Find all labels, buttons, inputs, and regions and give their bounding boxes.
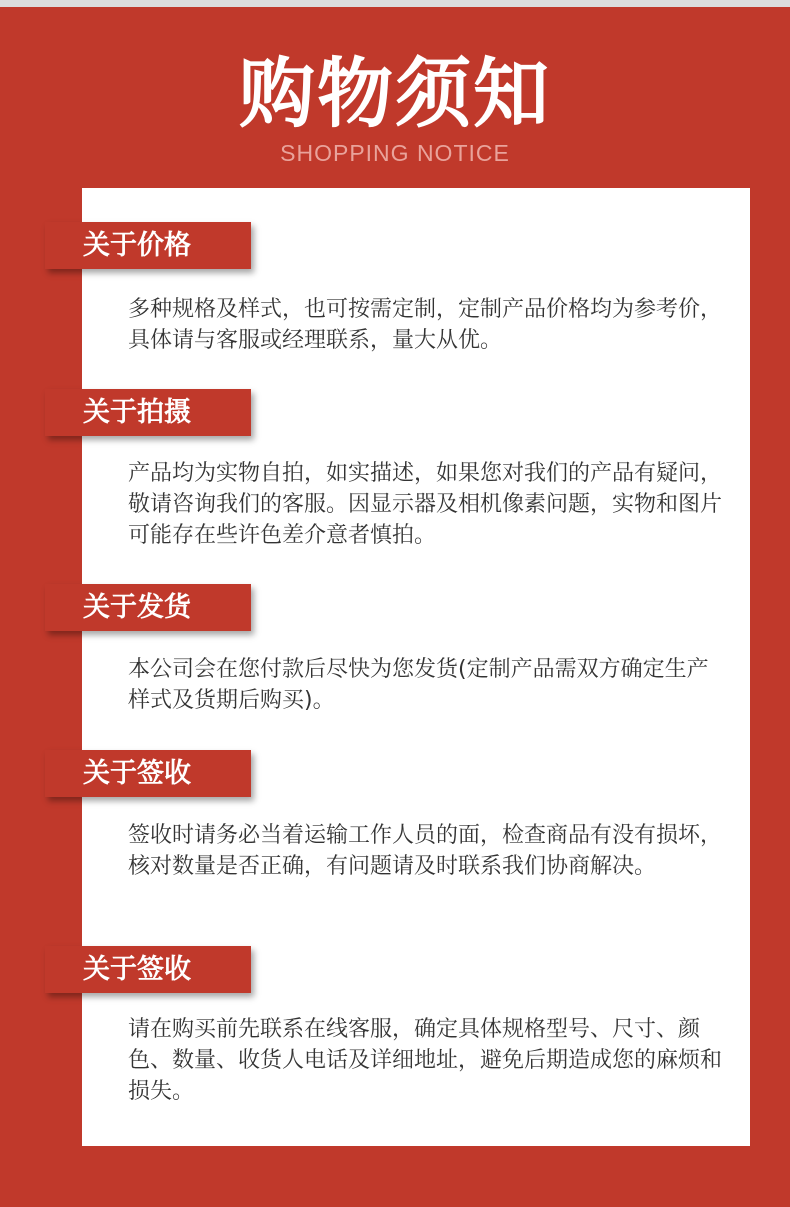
section-body-shipping: 本公司会在您付款后尽快为您发货(定制产品需双方确定生产样式及货期后购买)。 (128, 657, 709, 713)
section-body-receipt-2: 请在购买前先联系在线客服，确定具体规格型号、尺寸、颜色、数量、收货人电话及详细地址，避免后期造成您的麻烦和损失。 (128, 1017, 723, 1104)
section-heading-photography: 关于拍摄 (45, 389, 251, 436)
section-body-receipt: 签收时请务必当着运输工作人员的面，检查商品有没有损坏，核对数量是否正确，有问题请及时联系我们协商解决。 (128, 823, 723, 879)
section-body-price: 多种规格及样式，也可按需定制，定制产品价格均为参考价，具体请与客服或经理联系，量大从优。 (128, 297, 723, 353)
page-subtitle: SHOPPING NOTICE (280, 140, 510, 166)
page-title: 购物须知 (239, 49, 551, 138)
section-heading-receipt: 关于签收 (45, 750, 251, 797)
section-heading-shipping: 关于发货 (45, 584, 251, 631)
section-body-photography: 产品均为实物自拍，如实描述，如果您对我们的产品有疑问，敬请咨询我们的客服。因显示器及相机像素问题，实物和图片可能存在些许色差介意者慎拍。 (128, 461, 723, 548)
top-strip (0, 0, 790, 7)
section-heading-price: 关于价格 (45, 222, 251, 269)
section-heading-receipt-2: 关于签收 (45, 946, 251, 993)
